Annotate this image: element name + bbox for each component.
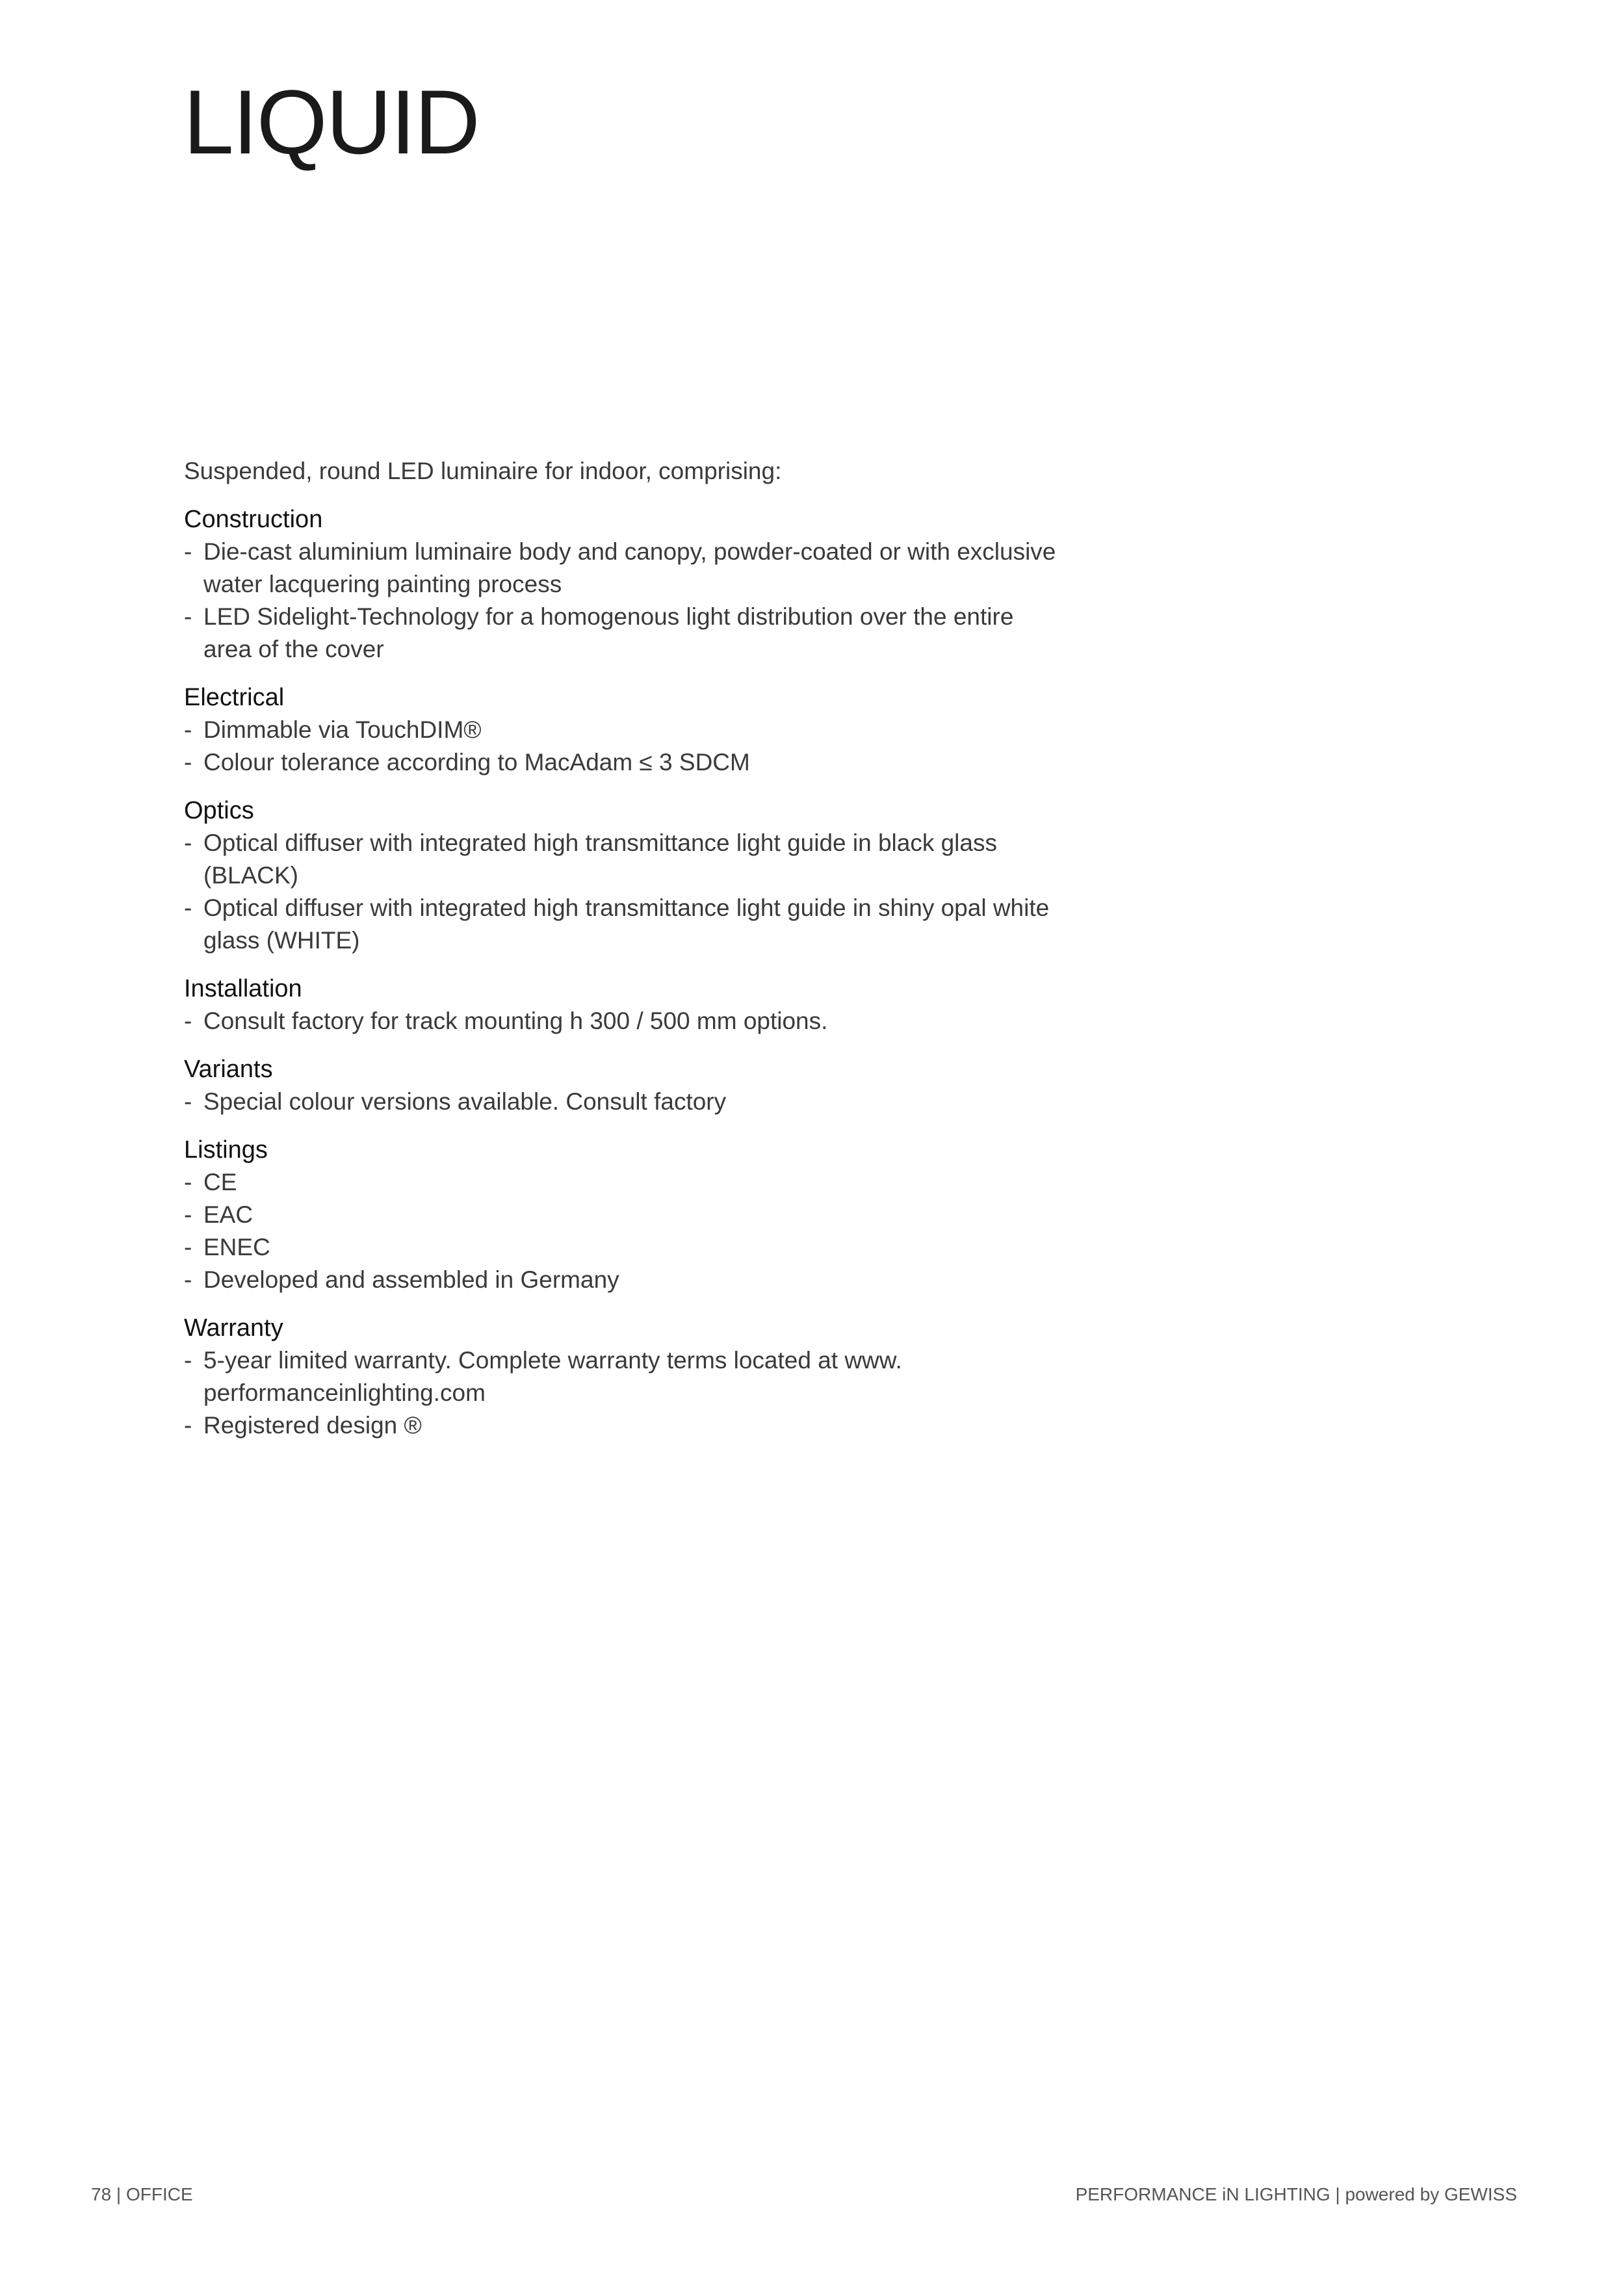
section-heading: Warranty xyxy=(184,1314,283,1342)
list-item xyxy=(184,746,1068,779)
page-title: LIQUID xyxy=(183,71,479,173)
list-item-text: 5-year limited warranty. Complete warranty terms located at www. performanceinlighting.com xyxy=(203,1347,902,1406)
list-dash: - xyxy=(184,716,192,743)
spec-list xyxy=(184,536,1068,666)
section-installation xyxy=(184,972,1068,1037)
list-item xyxy=(184,827,1068,892)
list-item xyxy=(184,1264,1068,1296)
spec-list xyxy=(184,827,1068,957)
footer-page-label: 78 | OFFICE xyxy=(91,2184,193,2204)
list-item-text: CE xyxy=(203,1169,237,1195)
list-item-text: LED Sidelight-Technology for a homogenous light distribution over the entire area of the cover xyxy=(203,603,1014,662)
section-variants xyxy=(184,1053,1068,1118)
list-item-text: ENEC xyxy=(203,1234,270,1260)
section-heading: Listings xyxy=(184,1136,268,1164)
list-item-text: Optical diffuser with integrated high transmittance light guide in shiny opal white glass (WHITE) xyxy=(203,894,1050,954)
list-item-text: Die-cast aluminium luminaire body and canopy, powder-coated or with exclusive water lacquering painting process xyxy=(203,538,1056,597)
list-item-text: Optical diffuser with integrated high transmittance light guide in black glass (BLACK) xyxy=(203,829,997,889)
section-heading: Construction xyxy=(184,506,323,533)
section-heading: Optics xyxy=(184,797,254,824)
list-dash: - xyxy=(184,1008,192,1034)
spec-list xyxy=(184,1086,1068,1118)
list-dash: - xyxy=(184,1234,192,1260)
list-dash: - xyxy=(184,894,192,921)
spec-list xyxy=(184,1005,1068,1037)
list-dash: - xyxy=(184,538,192,565)
list-item xyxy=(184,714,1068,746)
list-dash: - xyxy=(184,1412,192,1439)
section-listings xyxy=(184,1134,1068,1296)
list-item xyxy=(184,1166,1068,1199)
section-heading: Electrical xyxy=(184,684,285,711)
section-warranty xyxy=(184,1312,1068,1442)
spec-content xyxy=(184,455,1068,1457)
section-heading: Variants xyxy=(184,1056,273,1083)
list-item-text: Consult factory for track mounting h 300 / 500 mm options. xyxy=(203,1008,828,1034)
list-item-text: Developed and assembled in Germany xyxy=(203,1266,619,1293)
list-item xyxy=(184,1231,1068,1264)
list-dash: - xyxy=(184,749,192,776)
list-dash: - xyxy=(184,1169,192,1195)
list-item xyxy=(184,1005,1068,1037)
list-item xyxy=(184,601,1068,666)
list-item xyxy=(184,536,1068,601)
section-electrical xyxy=(184,681,1068,779)
list-item-text: EAC xyxy=(203,1201,253,1228)
list-item-text: Registered design ® xyxy=(203,1412,422,1439)
list-dash: - xyxy=(184,1266,192,1293)
list-dash: - xyxy=(184,829,192,856)
list-item xyxy=(184,1086,1068,1118)
list-item-text: Colour tolerance according to MacAdam ≤ 3 SDCM xyxy=(203,749,750,776)
list-item-text: Dimmable via TouchDIM® xyxy=(203,716,482,743)
section-heading: Installation xyxy=(184,975,302,1002)
section-optics xyxy=(184,794,1068,957)
list-dash: - xyxy=(184,1347,192,1374)
intro-text: Suspended, round LED luminaire for indoor, comprising: xyxy=(184,458,782,484)
list-dash: - xyxy=(184,603,192,630)
footer-brand-label: PERFORMANCE iN LIGHTING | powered by GEWISS xyxy=(1075,2184,1517,2204)
list-item xyxy=(184,1344,1068,1409)
list-dash: - xyxy=(184,1088,192,1115)
list-item xyxy=(184,1199,1068,1231)
list-dash: - xyxy=(184,1201,192,1228)
spec-list xyxy=(184,1344,1068,1442)
list-item xyxy=(184,892,1068,957)
spec-list xyxy=(184,1166,1068,1296)
list-item xyxy=(184,1409,1068,1442)
list-item-text: Special colour versions available. Consult factory xyxy=(203,1088,727,1115)
section-construction xyxy=(184,503,1068,666)
spec-list xyxy=(184,714,1068,779)
